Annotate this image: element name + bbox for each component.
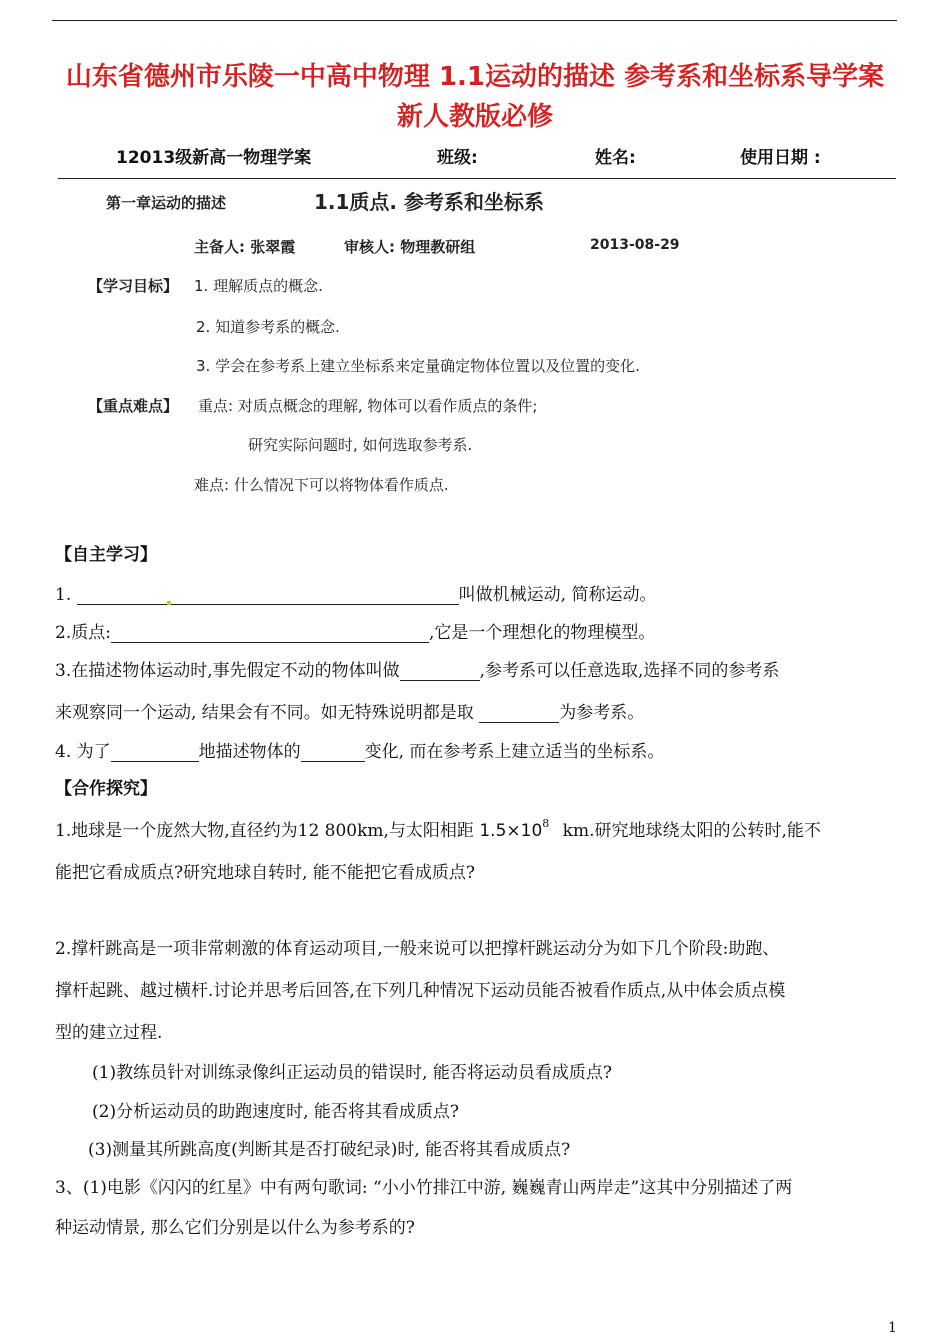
class-label: 班级: bbox=[437, 148, 478, 168]
name-label: 姓名: bbox=[595, 148, 636, 168]
self-study-q2 bbox=[55, 618, 655, 643]
problem-2-sub1: (1)教练员针对训练录像纠正运动员的错误时, 能否将运动员看成质点? bbox=[92, 1063, 613, 1083]
self-study-q1 bbox=[55, 580, 656, 605]
q4-text-b: 地描述物体的 bbox=[198, 742, 301, 762]
problem-2-sub3: (3)测量其所跳高度(判断其是否打破纪录)时, 能否将其看成质点? bbox=[88, 1140, 571, 1160]
chapter-label: 第一章运动的描述 bbox=[106, 194, 227, 212]
problem-3-line1: 3、(1)电影《闪闪的红星》中有两句歌词: “小小竹排江中游, 巍巍青山两岸走”这其中分别描述了两 bbox=[55, 1178, 793, 1198]
problem-1-line1 bbox=[55, 816, 821, 841]
key-point-1: 重点: 对质点概念的理解, 物体可以看作质点的条件; bbox=[198, 397, 538, 415]
self-study-q3-line1 bbox=[55, 656, 779, 681]
self-study-heading: 【自主学习】 bbox=[55, 545, 157, 565]
q2-text-a: 2.质点: bbox=[55, 623, 111, 643]
q3-blank-2[interactable] bbox=[479, 704, 559, 723]
q1-number: 1. bbox=[55, 585, 72, 605]
problem-2-line3: 型的建立过程. bbox=[55, 1023, 163, 1043]
q2-blank[interactable] bbox=[111, 624, 429, 643]
q1-blank-2[interactable] bbox=[171, 586, 459, 605]
problem-2-line1: 2.撑杆跳高是一项非常刺激的体育运动项目,一般来说可以把撑杆跳运动分为如下几个阶段:助跑、 bbox=[55, 939, 780, 959]
reviewer-label: 审核人: 物理教研组 bbox=[344, 238, 476, 256]
top-rule bbox=[52, 20, 897, 21]
difficult-point: 难点: 什么情况下可以将物体看作质点. bbox=[194, 476, 449, 494]
document-title-line2: 新人教版必修 bbox=[396, 102, 553, 132]
date-value: 2013-08-29 bbox=[590, 237, 680, 253]
q1-blank[interactable] bbox=[77, 586, 167, 605]
self-study-q3-line2 bbox=[55, 698, 644, 723]
key-point-2: 研究实际问题时, 如何选取参考系. bbox=[248, 436, 473, 454]
header-rule bbox=[58, 178, 896, 179]
q1-text: 叫做机械运动, 简称运动。 bbox=[458, 585, 657, 605]
q3-blank-1[interactable] bbox=[400, 662, 480, 681]
q4-blank-1[interactable] bbox=[111, 743, 199, 762]
date-label: 使用日期 : bbox=[740, 148, 821, 168]
p1-text-b: km.研究地球绕太阳的公转时,能不 bbox=[562, 821, 821, 841]
q4-text-a: 4. 为了 bbox=[55, 742, 111, 762]
page-number: 1 bbox=[888, 1320, 897, 1336]
q4-blank-2[interactable] bbox=[301, 743, 365, 762]
section-title: 1.1质点. 参考系和坐标系 bbox=[314, 190, 544, 214]
author-label: 主备人: 张翠霞 bbox=[194, 238, 296, 256]
cooperation-heading: 【合作探究】 bbox=[55, 779, 157, 799]
goal-2: 2. 知道参考系的概念. bbox=[196, 318, 340, 336]
goal-1: 1. 理解质点的概念. bbox=[194, 277, 323, 295]
self-study-q4 bbox=[55, 737, 664, 762]
key-points-label: 【重点难点】 bbox=[88, 397, 179, 415]
q3-text-b: ,参考系可以任意选取,选择不同的参考系 bbox=[479, 661, 780, 681]
p1-sci-base: 1.5×10 bbox=[479, 821, 543, 841]
grade-label: 12013级新高一物理学案 bbox=[116, 148, 312, 168]
problem-2-line2: 撑杆起跳、越过横杆.讨论并思考后回答,在下列几种情况下运动员能否被看作质点,从中体会质点模 bbox=[55, 981, 786, 1001]
p1-text-a: 1.地球是一个庞然大物,直径约为12 800km,与太阳相距 bbox=[55, 821, 474, 841]
problem-3-line2: 种运动情景, 那么它们分别是以什么为参考系的? bbox=[55, 1218, 415, 1238]
problem-1-line2: 能把它看成质点?研究地球自转时, 能不能把它看成质点? bbox=[55, 863, 476, 883]
q4-text-c: 变化, 而在参考系上建立适当的坐标系。 bbox=[364, 742, 665, 762]
q3-line2-a: 来观察同一个运动, 结果会有不同。如无特殊说明都是取 bbox=[55, 703, 474, 723]
goal-3: 3. 学会在参考系上建立坐标系来定量确定物体位置以及位置的变化. bbox=[196, 357, 640, 375]
p1-sci-exponent: 8 bbox=[542, 817, 550, 830]
problem-2-sub2: (2)分析运动员的助跑速度时, 能否将其看成质点? bbox=[92, 1102, 460, 1122]
q3-line2-b: 为参考系。 bbox=[559, 703, 645, 723]
q2-text-b: ,它是一个理想化的物理模型。 bbox=[428, 623, 656, 643]
goals-label: 【学习目标】 bbox=[88, 277, 179, 295]
document-title-line1: 山东省德州市乐陵一中高中物理 1.1运动的描述 参考系和坐标系导学案 bbox=[65, 62, 885, 92]
q3-text-a: 3.在描述物体运动时,事先假定不动的物体叫做 bbox=[55, 661, 400, 681]
